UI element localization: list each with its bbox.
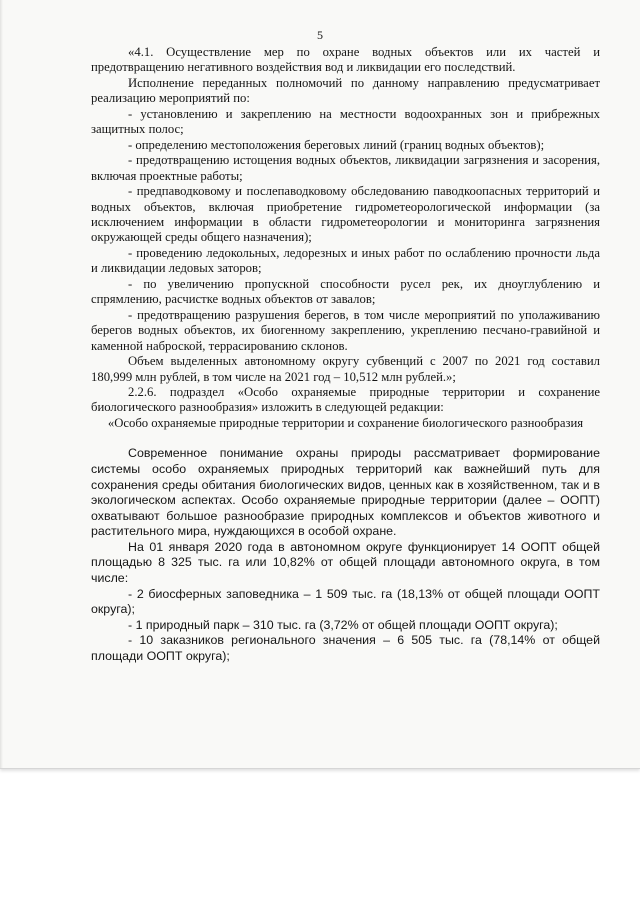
paragraph-section-heading: «4.1. Осуществление мер по охране водных объектов или их частей и предотвращению негативного воздействия вод и ликвидации его последствий. [91,45,600,75]
subsection-title: «Особо охраняемые природные территории и сохранение биологического разнообразия [107,415,584,430]
list-item: - проведению ледокольных, ледорезных и иных работ по ослаблению прочности льда и ликвидации ледовых заторов; [91,245,600,276]
document-body [91,45,600,665]
page-number: 5 [317,28,323,42]
paragraph: Объем выделенных автономному округу субвенций с 2007 по 2021 год составил 180,999 млн рублей, в том числе на 2021 год – 10,512 млн рублей.»; [91,354,600,384]
list-item: - определению местоположения береговых линий (границ водных объектов); [128,137,545,152]
paragraph: 2.2.6. подраздел «Особо охраняемые природные территории и сохранение биологического разнообразия» изложить в следующей редакции: [91,384,600,415]
list-item: - предпаводковому и послепаводковому обследованию паводкоопасных территорий и водных объектов, включая приобретение гидрометеорологической информации (за исключением информации в области гидрометеорологии и мониторинга загрязнения окружающей среды общего назначения); [91,184,600,245]
list-item: - 10 заказников регионального значения – 6 505 тыс. га (78,14% от общей площади ООПТ округа); [91,633,600,664]
list-item: - 1 природный парк – 310 тыс. га (3,72% от общей площади ООПТ округа); [128,617,558,632]
list-item: - предотвращению разрушения берегов, в том числе мероприятий по уполаживанию берегов водных объектов, их биогенному закреплению, укреплению песчано-гравийной и каменной наброской, террасированию склонов. [91,307,600,353]
paragraph: Исполнение переданных полномочий по данному направлению предусматривает реализацию мероприятий по: [91,75,600,106]
list-item: - предотвращению истощения водных объектов, ликвидации загрязнения и засорения, включая проектные работы; [91,153,600,183]
paragraph: Современное понимание охраны природы рассматривает формирование системы особо охраняемых природных территорий как важнейший путь для сохранения среды обитания биологических видов, ценных как в хозяйственном, так и в экологическом аспектах. Особо охраняемые природные территории (далее – ООПТ) охватывают большое разнообразие природных комплексов и объектов животного и растительного мира, нуждающихся в особой охране. [91,446,600,539]
paragraph: На 01 января 2020 года в автономном округе функционирует 14 ООПТ общей площадью 8 325 тыс. га или 10,82% от общей площади автономного округа, в том числе: [91,539,600,586]
list-item: - по увеличению пропускной способности русел рек, их дноуглублению и спрямлению, расчистке водных объектов от завалов; [91,276,600,307]
scan-shadow [0,0,3,768]
list-item: - установлению и закреплению на местности водоохранных зон и прибрежных защитных полос; [91,106,600,137]
list-item: - 2 биосферных заповедника – 1 509 тыс. га (18,13% от общей площади ООПТ округа); [91,586,600,617]
